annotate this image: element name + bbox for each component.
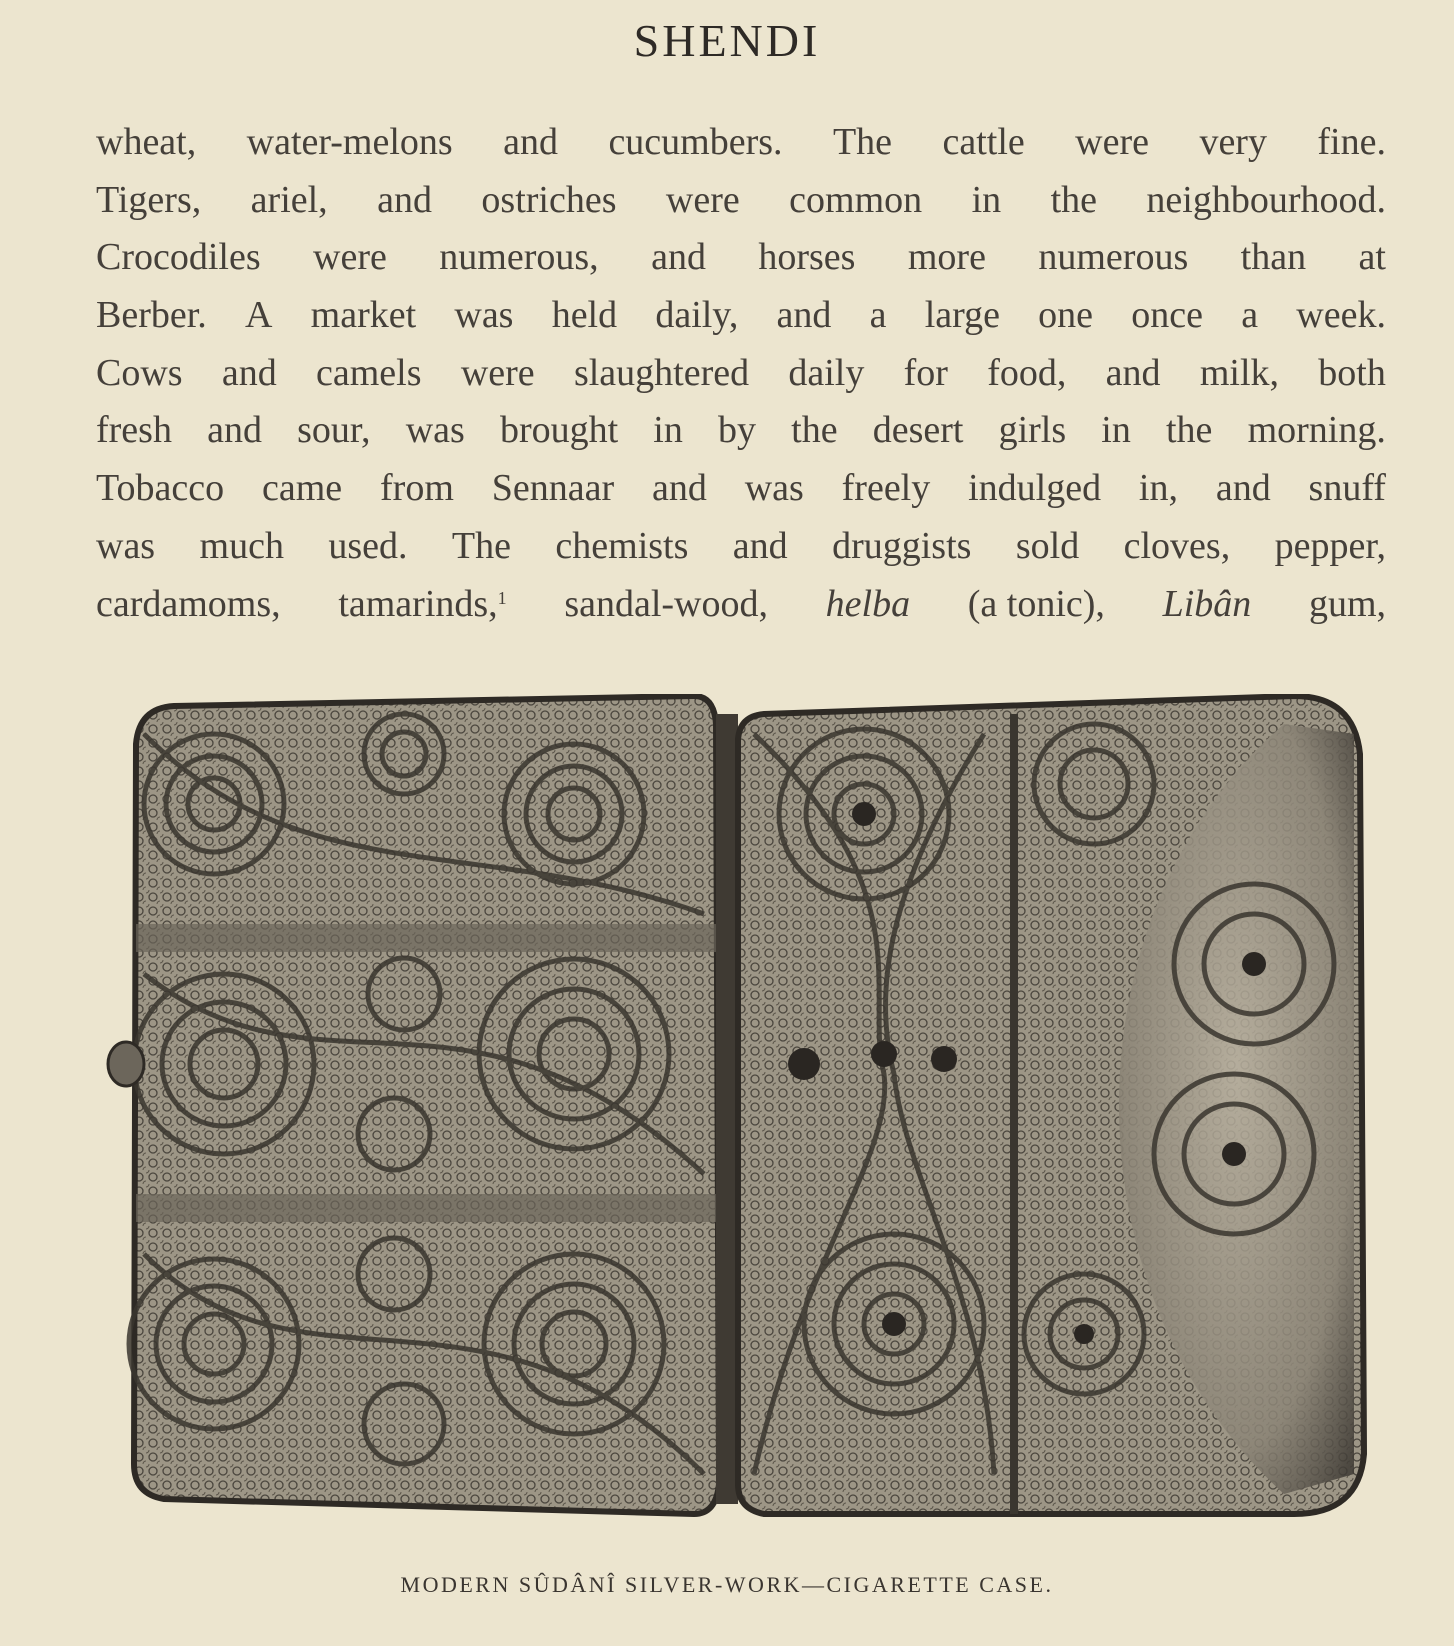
word: tamarinds, — [338, 582, 498, 625]
word: and — [221, 351, 277, 394]
word: was — [744, 467, 804, 510]
word: was — [405, 409, 465, 452]
word: in — [1101, 409, 1131, 452]
word: daily — [788, 351, 865, 394]
word: (a tonic), — [967, 582, 1105, 625]
word: horses — [758, 236, 856, 279]
word: sandal-wood, — [564, 582, 769, 625]
word: Berber. — [96, 294, 207, 337]
word: water-melons — [246, 121, 453, 163]
word: both — [1318, 351, 1386, 394]
figure-caption: MODERN SÛDÂNÎ SILVER-WORK—CIGARETTE CASE. — [400, 1572, 1054, 1597]
word: was — [454, 294, 514, 337]
text-line — [96, 114, 1386, 172]
word: chemists — [555, 524, 689, 567]
italic-term: helba — [825, 582, 911, 625]
word: common — [789, 178, 923, 221]
word: than — [1240, 236, 1307, 279]
word: were — [313, 236, 387, 279]
word-with-footnote — [338, 576, 506, 634]
word: Cows — [96, 351, 183, 394]
word: the — [791, 409, 838, 452]
body-text — [96, 114, 1386, 633]
word: in, — [1138, 467, 1178, 510]
word: cucumbers. — [608, 121, 783, 163]
word: morning. — [1247, 409, 1386, 452]
word: and — [207, 409, 262, 452]
word: wheat, — [96, 121, 197, 163]
word: from — [380, 467, 454, 510]
word: Tobacco — [96, 467, 225, 510]
word: were — [460, 351, 535, 394]
word: pepper, — [1274, 524, 1386, 567]
word: a — [1241, 294, 1259, 337]
word: and — [732, 524, 788, 567]
word: used. — [328, 524, 408, 567]
footnote-mark: 1 — [497, 587, 507, 608]
word: Sennaar — [491, 467, 615, 510]
hinge — [716, 714, 738, 1504]
word: and — [1105, 351, 1161, 394]
text-line — [96, 287, 1386, 345]
word: at — [1358, 236, 1386, 279]
word: druggists — [832, 524, 972, 567]
word: desert — [872, 409, 964, 452]
text-line — [96, 229, 1386, 287]
word: one — [1038, 294, 1094, 337]
word: market — [310, 294, 417, 337]
word: the — [1050, 178, 1097, 221]
word: freely — [841, 467, 931, 510]
text-line — [96, 172, 1386, 230]
word: and — [776, 294, 832, 337]
text-line — [96, 518, 1386, 576]
text-line — [96, 576, 1386, 634]
word: and — [1215, 467, 1271, 510]
word: for — [903, 351, 948, 394]
word: A — [245, 294, 273, 337]
text-line — [96, 345, 1386, 403]
word: a — [869, 294, 887, 337]
word: food, — [987, 351, 1067, 394]
word: indulged — [968, 467, 1102, 510]
text-line — [96, 402, 1386, 460]
word: were — [1075, 121, 1150, 163]
word: cattle — [942, 121, 1025, 163]
word: The — [832, 121, 893, 163]
word: brought — [499, 409, 619, 452]
word: Tigers, — [96, 178, 202, 221]
text-line — [96, 460, 1386, 518]
word: were — [665, 178, 740, 221]
clasp-knob — [108, 1042, 144, 1086]
word: in — [653, 409, 683, 452]
word: held — [551, 294, 618, 337]
word: large — [924, 294, 1000, 337]
word: slaughtered — [573, 351, 750, 394]
word: week. — [1296, 294, 1386, 337]
word: neighbourhood. — [1146, 178, 1386, 221]
word: milk, — [1199, 351, 1280, 394]
word: very — [1199, 121, 1267, 163]
word: The — [451, 524, 511, 567]
word: once — [1131, 294, 1203, 337]
italic-term: Libân — [1162, 582, 1252, 625]
word: and — [651, 467, 707, 510]
word: sour, — [297, 409, 371, 452]
word: by — [718, 409, 756, 452]
word: gum, — [1308, 582, 1386, 625]
word: fresh — [96, 409, 172, 452]
word: more — [907, 236, 986, 279]
word: ariel, — [250, 178, 328, 221]
word: sold — [1015, 524, 1080, 567]
word: daily, — [655, 294, 739, 337]
right-panel — [738, 696, 1364, 1514]
word: was — [96, 524, 156, 567]
left-panel — [129, 696, 719, 1514]
word: Crocodiles — [96, 236, 261, 279]
word: and — [377, 178, 432, 221]
word: ostriches — [481, 178, 617, 221]
word: in — [971, 178, 1002, 221]
word: the — [1166, 409, 1213, 452]
word: numerous — [1038, 236, 1189, 279]
running-header: SHENDI — [633, 15, 821, 66]
word: numerous, — [439, 236, 599, 279]
word: camels — [316, 351, 422, 394]
word: came — [262, 467, 343, 510]
word: and — [503, 121, 559, 163]
word: snuff — [1308, 467, 1386, 510]
word: cloves, — [1123, 524, 1231, 567]
word: girls — [998, 409, 1067, 452]
word: and — [651, 236, 706, 279]
word: fine. — [1317, 121, 1386, 163]
word: cardamoms, — [96, 582, 281, 625]
cigarette-case-illustration — [104, 694, 1394, 1524]
word: much — [199, 524, 284, 567]
